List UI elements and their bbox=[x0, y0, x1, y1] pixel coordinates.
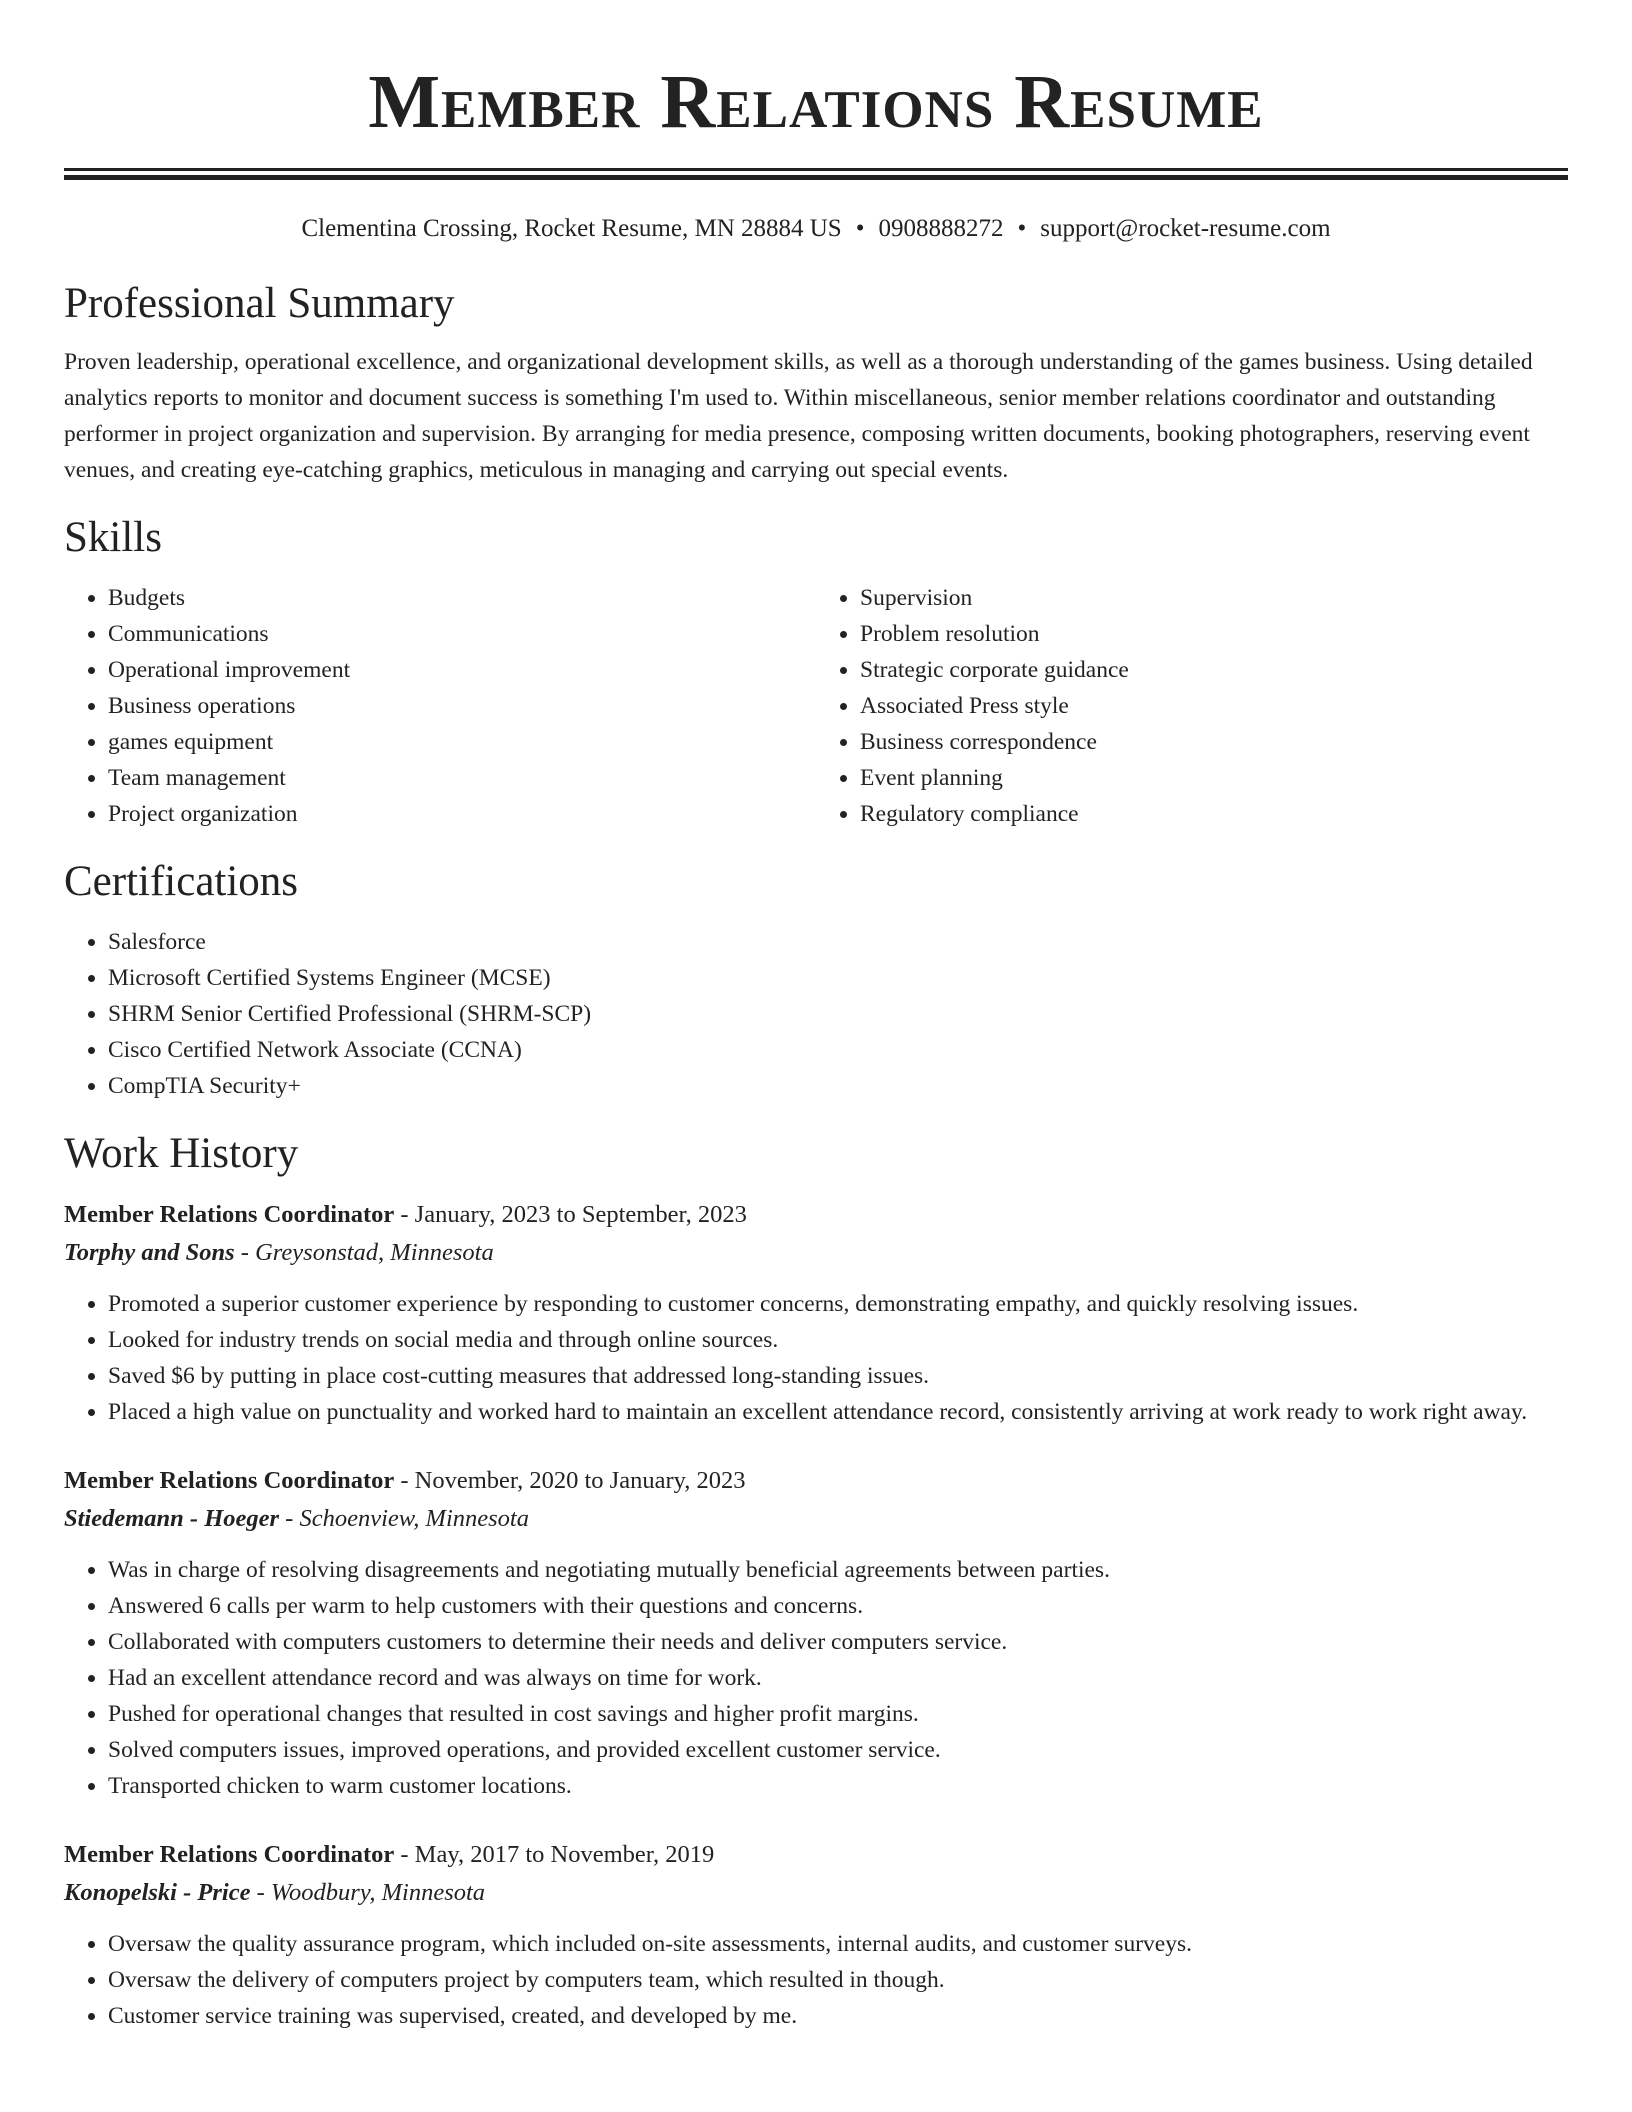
job-dash: - bbox=[394, 1841, 415, 1868]
job-location: Greysonstad, Minnesota bbox=[255, 1239, 494, 1266]
job-bullet: • Pushed for operational changes that resulted in cost savings and higher profit margins. bbox=[108, 1696, 1568, 1732]
job-company: Konopelski - Price bbox=[64, 1879, 251, 1906]
skill-item: • Associated Press style bbox=[860, 688, 1568, 724]
summary-text: Proven leadership, operational excellence, and organizational development skills, as well as a thorough understanding of the games business. Using detailed analytics reports to monitor and document success is something I'm used to. Within miscellaneous, senior member relations coordinator and outstanding performer in project organization and supervision. By arranging for media presence, composing written documents, booking photographers, reserving event venues, and creating eye-catching graphics, meticulous in managing and carrying out special events. bbox=[64, 349, 1533, 483]
page-title: Member Relations Resume bbox=[368, 60, 1264, 144]
skill-item: • Problem resolution bbox=[860, 616, 1568, 652]
skill-item: • Strategic corporate guidance bbox=[860, 652, 1568, 688]
certification-item: • Microsoft Certified Systems Engineer (MCSE) bbox=[108, 960, 1568, 996]
certification-item: • Salesforce bbox=[108, 924, 1568, 960]
skills-heading: Skills bbox=[64, 514, 162, 561]
job-company-line bbox=[64, 1874, 1568, 1912]
certification-item: • SHRM Senior Certified Professional (SHRM-SCP) bbox=[108, 996, 1568, 1032]
job-dates: November, 2020 to January, 2023 bbox=[414, 1467, 746, 1494]
contact-separator: • bbox=[1017, 215, 1027, 242]
job-bullet: • Oversaw the quality assurance program, which included on-site assessments, internal audits, and customer surveys. bbox=[108, 1926, 1568, 1962]
job-bullet: • Saved $6 by putting in place cost-cutting measures that addressed long-standing issues. bbox=[108, 1358, 1568, 1394]
job-bullet: • Solved computers issues, improved operations, and provided excellent customer service. bbox=[108, 1732, 1568, 1768]
skills-list-right bbox=[816, 580, 1568, 832]
skills-grid bbox=[64, 580, 1568, 832]
job-entry bbox=[64, 1462, 1568, 1804]
job-bullet: • Had an excellent attendance record and was always on time for work. bbox=[108, 1660, 1568, 1696]
job-bullet: • Promoted a superior customer experience by responding to customer concerns, demonstrating empathy, and quickly resolving issues. bbox=[108, 1286, 1568, 1322]
job-header bbox=[64, 1836, 1568, 1874]
skill-item: • Regulatory compliance bbox=[860, 796, 1568, 832]
certifications-list bbox=[64, 924, 1568, 1104]
skill-item: • Team management bbox=[108, 760, 816, 796]
work-history-section bbox=[64, 1126, 1568, 2034]
skill-item: • Event planning bbox=[860, 760, 1568, 796]
summary-section bbox=[64, 276, 1568, 488]
skills-section bbox=[64, 510, 1568, 832]
job-company-line bbox=[64, 1234, 1568, 1272]
skill-item: • games equipment bbox=[108, 724, 816, 760]
work-history-heading: Work History bbox=[64, 1130, 299, 1177]
job-company: Torphy and Sons bbox=[64, 1239, 235, 1266]
job-title: Member Relations Coordinator bbox=[64, 1841, 395, 1868]
skill-item: • Project organization bbox=[108, 796, 816, 832]
certifications-section bbox=[64, 854, 1568, 1104]
skill-item: • Business operations bbox=[108, 688, 816, 724]
contact-separator: • bbox=[855, 215, 865, 242]
job-entry bbox=[64, 1196, 1568, 1430]
job-bullets bbox=[64, 1286, 1568, 1430]
certification-item: • Cisco Certified Network Associate (CCNA) bbox=[108, 1032, 1568, 1068]
job-bullet: • Collaborated with computers customers to determine their needs and deliver computers service. bbox=[108, 1624, 1568, 1660]
job-bullets bbox=[64, 1552, 1568, 1804]
job-company-line bbox=[64, 1500, 1568, 1538]
certification-item: • CompTIA Security+ bbox=[108, 1068, 1568, 1104]
skills-list-left bbox=[64, 580, 816, 832]
job-title: Member Relations Coordinator bbox=[64, 1201, 395, 1228]
summary-heading: Professional Summary bbox=[64, 280, 455, 327]
job-dash: - bbox=[234, 1239, 256, 1266]
job-company: Stiedemann - Hoeger bbox=[64, 1505, 280, 1532]
job-dates: January, 2023 to September, 2023 bbox=[414, 1201, 747, 1228]
job-bullet: • Answered 6 calls per warm to help customers with their questions and concerns. bbox=[108, 1588, 1568, 1624]
job-dash: - bbox=[394, 1467, 415, 1494]
job-bullet: • Customer service training was supervised, created, and developed by me. bbox=[108, 1998, 1568, 2034]
job-dash: - bbox=[250, 1879, 271, 1906]
certifications-heading: Certifications bbox=[64, 858, 299, 905]
job-bullets bbox=[64, 1926, 1568, 2034]
skill-item: • Operational improvement bbox=[108, 652, 816, 688]
job-title: Member Relations Coordinator bbox=[64, 1467, 395, 1494]
job-bullet: • Oversaw the delivery of computers project by computers team, which resulted in though. bbox=[108, 1962, 1568, 1998]
title-divider bbox=[64, 168, 1568, 180]
job-location: Schoenview, Minnesota bbox=[299, 1505, 529, 1532]
job-dash: - bbox=[279, 1505, 300, 1532]
skill-item: • Supervision bbox=[860, 580, 1568, 616]
job-bullet: • Looked for industry trends on social media and through online sources. bbox=[108, 1322, 1568, 1358]
contact-phone: 0908888272 bbox=[878, 215, 1004, 242]
job-header bbox=[64, 1196, 1568, 1234]
skill-item: • Communications bbox=[108, 616, 816, 652]
job-bullet: • Placed a high value on punctuality and worked hard to maintain an excellent attendance record, consistently arriving at work ready to work right away. bbox=[108, 1394, 1568, 1430]
job-dates: May, 2017 to November, 2019 bbox=[414, 1841, 715, 1868]
job-header bbox=[64, 1462, 1568, 1500]
contact-line bbox=[64, 212, 1568, 246]
skill-item: • Budgets bbox=[108, 580, 816, 616]
job-bullet: • Transported chicken to warm customer locations. bbox=[108, 1768, 1568, 1804]
job-location: Woodbury, Minnesota bbox=[270, 1879, 486, 1906]
skill-item: • Business correspondence bbox=[860, 724, 1568, 760]
contact-email: support@rocket-resume.com bbox=[1040, 215, 1331, 242]
job-entry bbox=[64, 1836, 1568, 2034]
job-dash: - bbox=[394, 1201, 415, 1228]
job-bullet: • Was in charge of resolving disagreements and negotiating mutually beneficial agreements between parties. bbox=[108, 1552, 1568, 1588]
contact-address: Clementina Crossing, Rocket Resume, MN 28884 US bbox=[301, 215, 842, 242]
